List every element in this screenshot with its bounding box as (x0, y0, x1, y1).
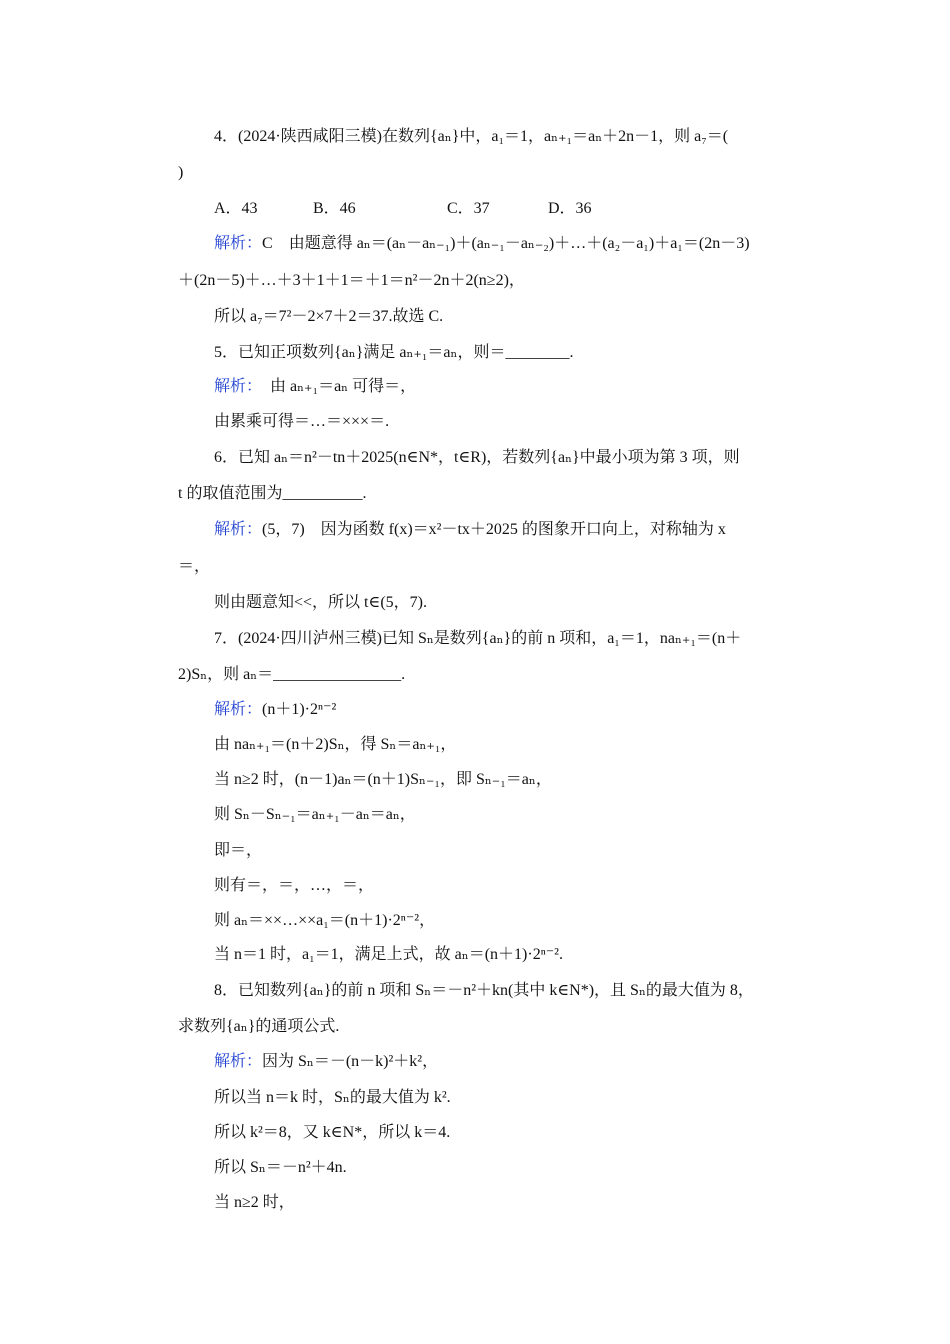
q7-solution-line1 (214, 699, 336, 721)
q7-solution-line4: 则 Sₙ－Sₙ₋₁＝aₙ₊₁－aₙ＝aₙ， (214, 806, 416, 823)
q4-option-a: A．43 (214, 200, 258, 217)
q8-solution-line5: 当 n≥2 时， (214, 1194, 295, 1211)
jiexi-label: 解析： (214, 378, 255, 395)
q6-solution-text1: (5，7) 因为函数 f(x)＝x²－tx＋2025 的图象开口向上，对称轴为 x (262, 521, 726, 538)
q8-solution-line1 (214, 1051, 438, 1073)
q4-solution-line2: ＋(2n－5)＋…＋3＋1＋1＝＋1＝n²－2n＋2(n≥2)， (178, 272, 525, 289)
q7-stem-line2: 2)Sₙ，则 aₙ＝________________. (178, 666, 406, 683)
jiexi-label: 解析： (214, 521, 263, 538)
q4-solution-line3: 所以 a₇＝7²－2×7＋2＝37.故选 C. (214, 308, 444, 325)
q6-solution-line3: 则由题意知<<，所以 t∈(5，7). (214, 594, 427, 611)
q4-option-d: D．36 (548, 200, 592, 217)
q7-stem-line1: 7．(2024·四川泸州三模)已知 Sₙ是数列{aₙ}的前 n 项和，a₁＝1，naₙ₊₁＝(n＋ (214, 630, 742, 647)
q7-solution-line6: 则有＝，＝，…，＝， (214, 877, 375, 894)
jiexi-label: 解析： (214, 701, 263, 718)
q7-solution-line7: 则 aₙ＝××…××a₁＝(n＋1)·2ⁿ⁻²， (214, 912, 436, 929)
q8-stem-line1: 8．已知数列{aₙ}的前 n 项和 Sₙ＝－n²＋kn(其中 k∈N*)，且 Sₙ的最大值为 8， (214, 982, 754, 999)
q6-stem-line2: t 的取值范围为__________. (178, 485, 367, 502)
q4-solution-line1 (214, 233, 750, 255)
q4-stem-line1: 4．(2024·陕西咸阳三模)在数列{aₙ}中，a₁＝1，aₙ₊₁＝aₙ＋2n－1，则 a₇＝( (214, 128, 729, 145)
q4-option-b: B．46 (313, 200, 356, 217)
q6-solution-line2: ＝， (178, 558, 211, 575)
q6-solution-line1 (214, 519, 726, 541)
jiexi-label: 解析： (214, 235, 263, 252)
q4-stem-line2: ) (178, 164, 184, 181)
q7-solution-line2: 由 naₙ₊₁＝(n＋2)Sₙ，得 Sₙ＝aₙ₊₁， (214, 736, 457, 753)
q5-solution-line1 (214, 376, 416, 398)
q8-solution-line2: 所以当 n＝k 时，Sₙ的最大值为 k². (214, 1089, 451, 1106)
q4-option-c: C．37 (447, 200, 490, 217)
jiexi-label: 解析： (214, 1053, 263, 1070)
q5-solution-text1: 由 aₙ₊₁＝aₙ 可得＝， (254, 378, 417, 395)
q8-solution-line3: 所以 k²＝8，又 k∈N*，所以 k＝4. (214, 1124, 451, 1141)
q6-stem-line1: 6．已知 aₙ＝n²－tn＋2025(n∈N*，t∈R)，若数列{aₙ}中最小项为第 3 项，则 (214, 449, 740, 466)
q5-stem-line1: 5．已知正项数列{aₙ}满足 aₙ₊₁＝aₙ，则＝________. (214, 344, 574, 361)
q7-solution-text1: (n＋1)·2ⁿ⁻² (262, 701, 337, 718)
q7-solution-line8: 当 n＝1 时，a₁＝1，满足上式，故 aₙ＝(n＋1)·2ⁿ⁻². (214, 946, 563, 963)
q4-solution-text1: C 由题意得 aₙ＝(aₙ－aₙ₋₁)＋(aₙ₋₁－aₙ₋₂)＋…＋(a₂－a₁)＋a₁＝(2n－3) (262, 235, 750, 252)
q8-stem-line2: 求数列{aₙ}的通项公式. (178, 1018, 340, 1035)
q8-solution-text1: 因为 Sₙ＝－(n－k)²＋k²， (262, 1053, 439, 1070)
q7-solution-line3: 当 n≥2 时，(n－1)aₙ＝(n＋1)Sₙ₋₁，即 Sₙ₋₁＝aₙ， (214, 771, 552, 788)
q8-solution-line4: 所以 Sₙ＝－n²＋4n. (214, 1159, 347, 1176)
q7-solution-line5: 即＝， (214, 842, 263, 859)
q5-solution-line2: 由累乘可得＝…＝×××＝. (214, 413, 390, 430)
